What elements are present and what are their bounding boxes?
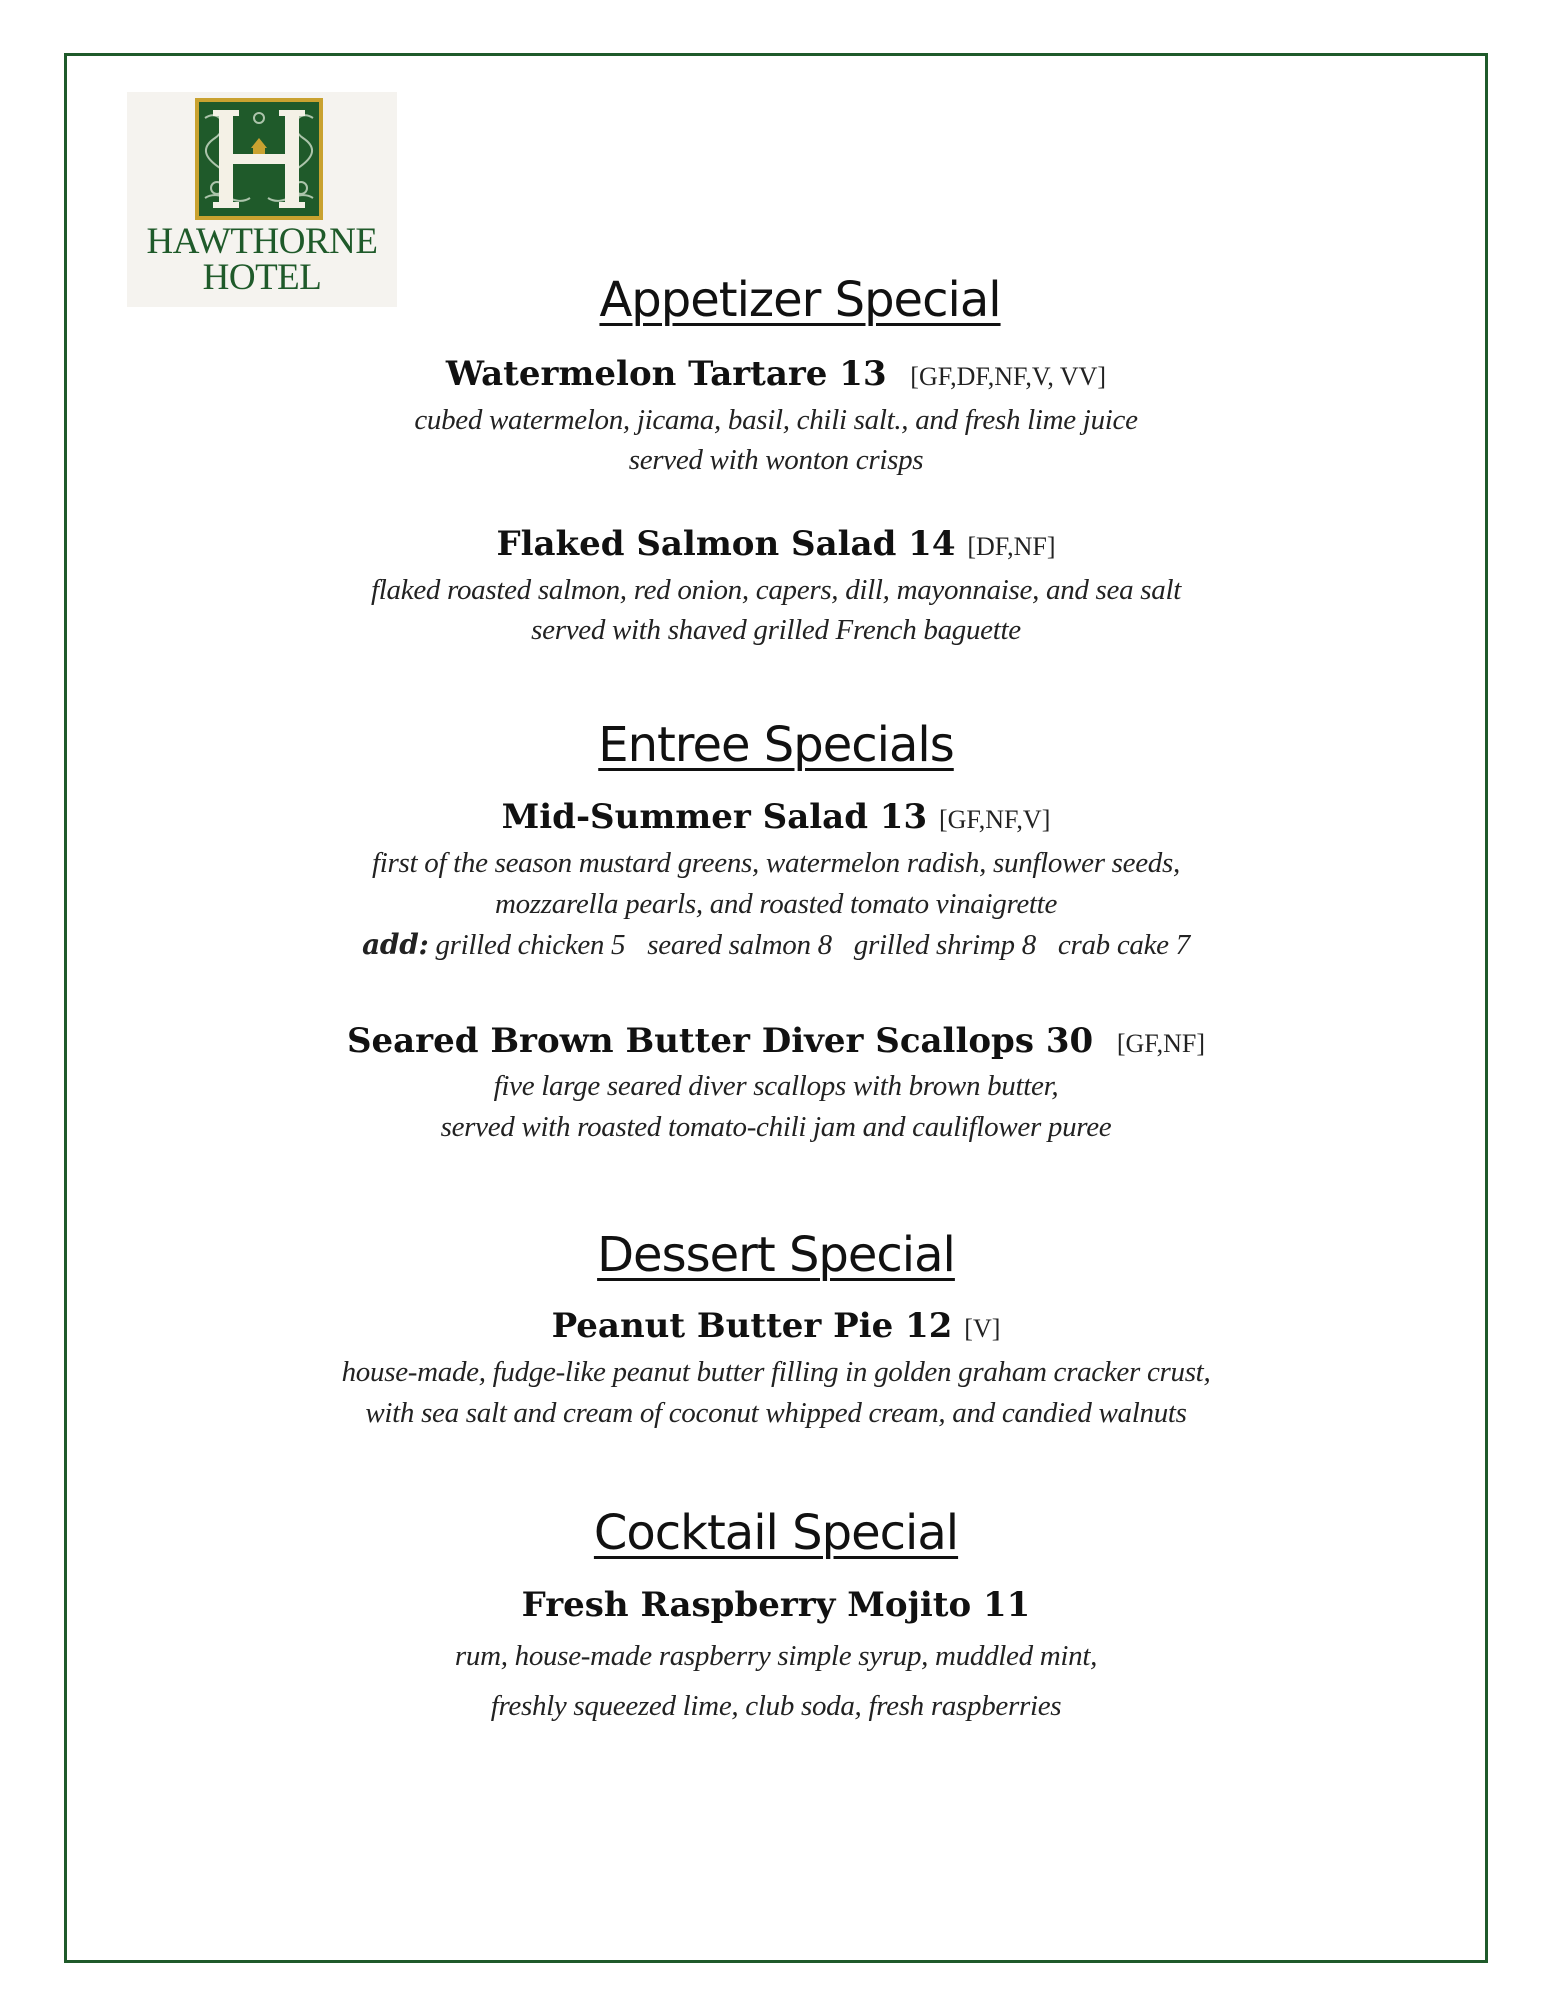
item-title: Watermelon Tartare 13 xyxy=(445,354,887,394)
add-option: grilled chicken 5 xyxy=(435,929,626,961)
item-title: Flaked Salmon Salad 14 xyxy=(496,524,956,564)
menu-item-description: served with shaved grilled French baguette xyxy=(531,614,1021,646)
item-title: Peanut Butter Pie 12 xyxy=(551,1306,953,1346)
logo-text-hawthorne: HAWTHORNE xyxy=(146,221,378,262)
add-option: crab cake 7 xyxy=(1057,929,1190,961)
add-label: add: xyxy=(362,928,429,961)
dietary-tags: [DF,NF] xyxy=(967,532,1056,561)
menu-item-name xyxy=(64,1585,1488,1625)
menu-item-name xyxy=(64,1021,1488,1064)
menu-item-name xyxy=(64,1306,1488,1349)
cocktail-section-title: Cocktail Special xyxy=(593,1505,959,1561)
dietary-tags: [GF,DF,NF,V, VV] xyxy=(910,362,1107,391)
menu-item-description: cubed watermelon, jicama, basil, chili salt., and fresh lime juice xyxy=(414,404,1138,436)
menu-item-description: mozzarella pearls, and roasted tomato vinaigrette xyxy=(494,888,1058,920)
menu-item-description: with sea salt and cream of coconut whipped cream, and candied walnuts xyxy=(365,1397,1187,1429)
add-ons-line xyxy=(64,924,1488,966)
item-title: Fresh Raspberry Mojito 11 xyxy=(521,1585,1031,1625)
menu-item-name xyxy=(64,524,1488,567)
menu-item-description: freshly squeezed lime, club soda, fresh raspberries xyxy=(490,1690,1062,1722)
menu-item-description: house-made, fudge-like peanut butter filling in golden graham cracker crust, xyxy=(341,1356,1211,1388)
menu-item-description: rum, house-made raspberry simple syrup, muddled mint, xyxy=(454,1640,1098,1672)
menu-item-name xyxy=(64,797,1488,840)
item-title: Seared Brown Butter Diver Scallops 30 xyxy=(346,1021,1094,1061)
dietary-tags: [V] xyxy=(964,1314,1001,1343)
menu-item-name xyxy=(64,354,1488,397)
add-option: seared salmon 8 xyxy=(647,929,832,961)
menu-item-description: served with wonton crisps xyxy=(628,444,924,476)
menu-item-description: first of the season mustard greens, watermelon radish, sunflower seeds, xyxy=(372,847,1180,879)
logo-text-hotel: HOTEL xyxy=(202,257,322,298)
menu-item-description: served with roasted tomato-chili jam and cauliflower puree xyxy=(440,1111,1112,1143)
appetizer-section-title: Appetizer Special xyxy=(599,272,1001,328)
add-option: grilled shrimp 8 xyxy=(853,929,1036,961)
entree-section-title: Entree Specials xyxy=(598,717,954,773)
menu-item-description: flaked roasted salmon, red onion, capers, dill, mayonnaise, and sea salt xyxy=(371,574,1181,606)
dessert-section-title: Dessert Special xyxy=(597,1227,955,1283)
menu-item-description: five large seared diver scallops with brown butter, xyxy=(493,1070,1059,1102)
item-title: Mid-Summer Salad 13 xyxy=(501,797,928,837)
dietary-tags: [GF,NF] xyxy=(1116,1029,1206,1058)
monogram-crest-icon xyxy=(195,98,323,220)
dietary-tags: [GF,NF,V] xyxy=(938,805,1051,834)
